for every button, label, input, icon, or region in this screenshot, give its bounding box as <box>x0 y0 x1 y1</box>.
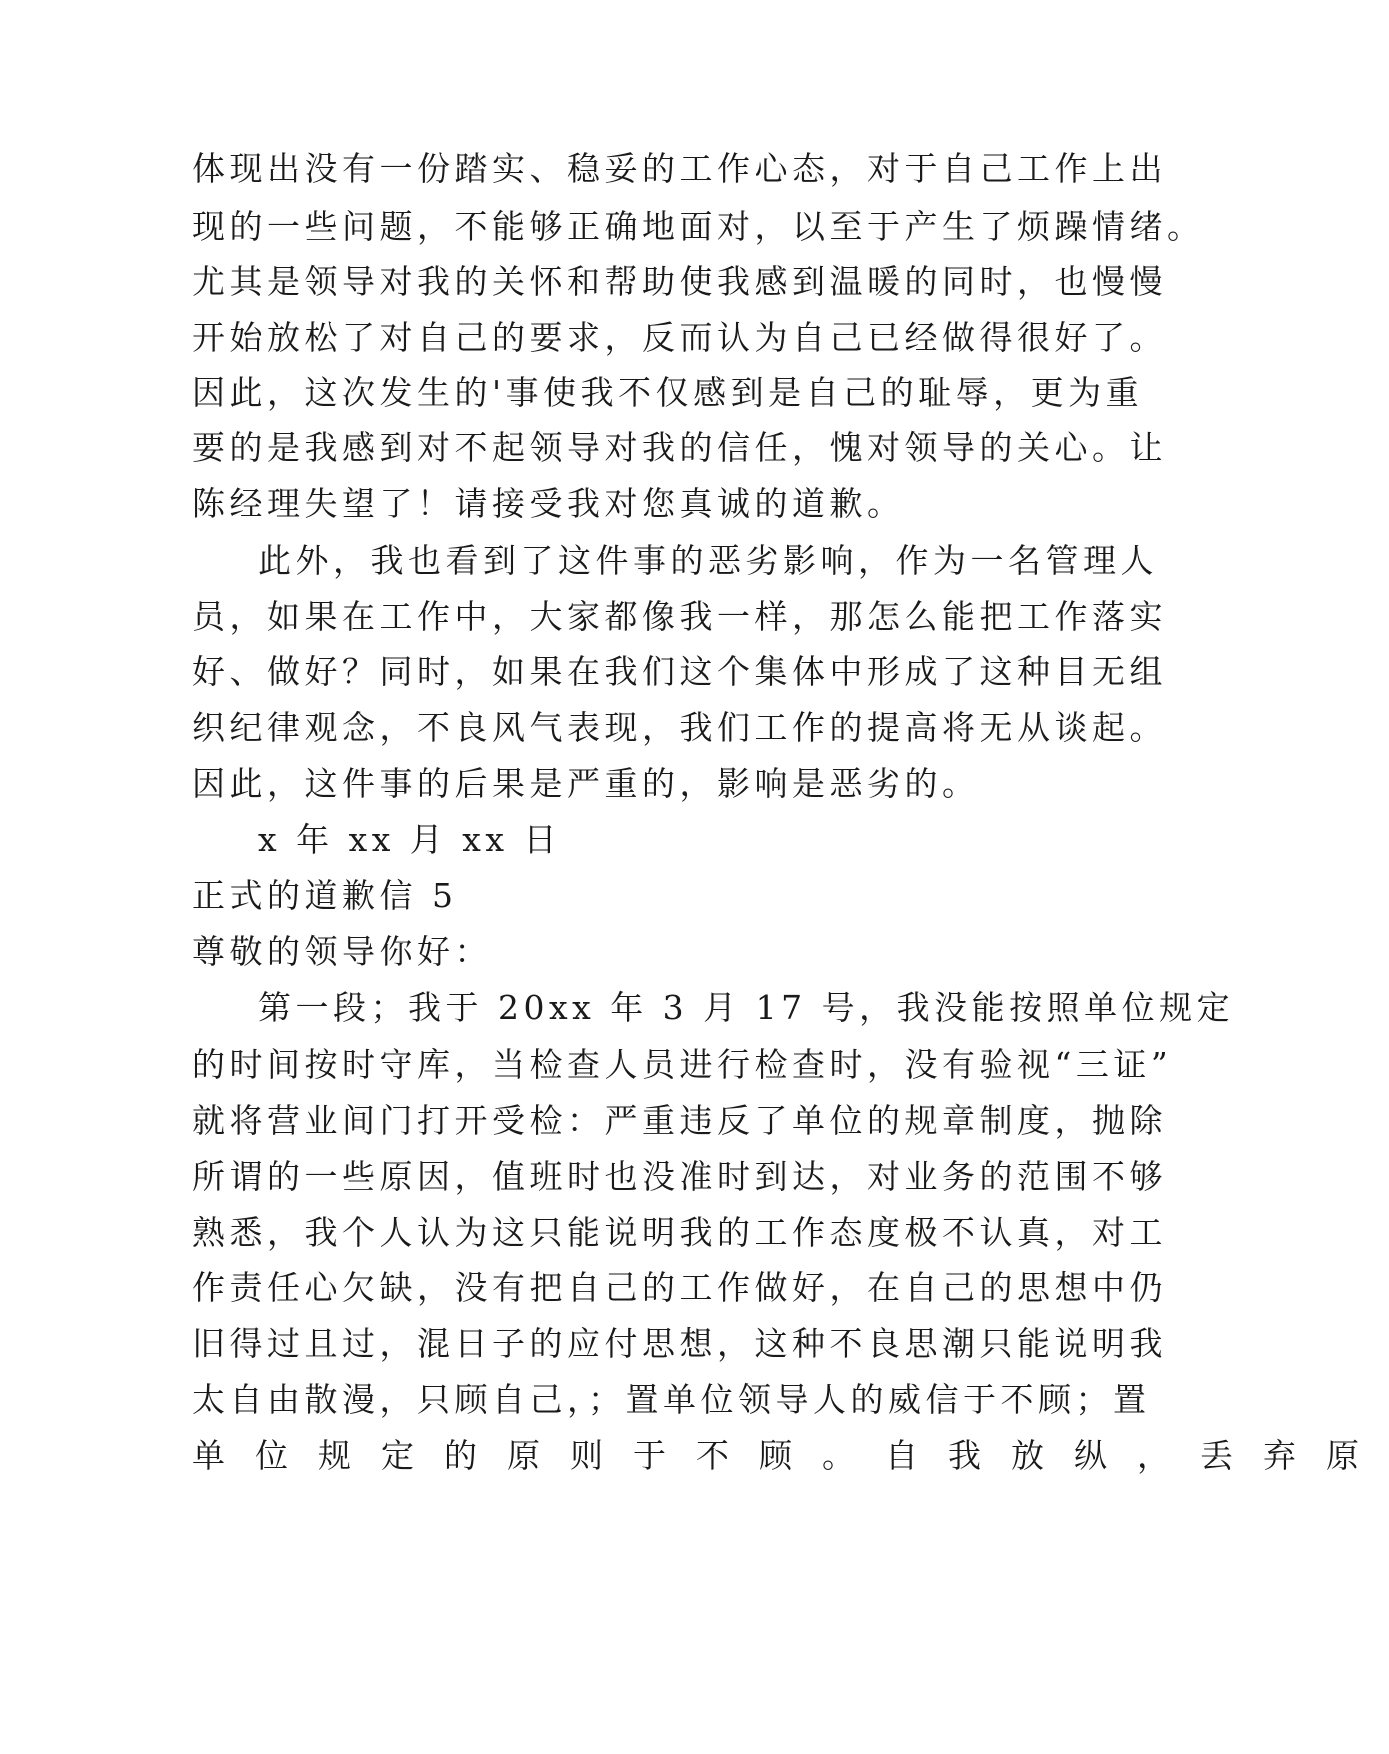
date-line: x 年 xx 月 xx 日 <box>258 820 562 859</box>
body-text-line: 单位规定的原则于不顾。自我放纵，丢弃原 <box>192 1436 1389 1475</box>
body-text-line: 织纪律观念，不良风气表现，我们工作的提高将无从谈起。 <box>192 708 1167 747</box>
body-text-line: 好、做好？同时，如果在我们这个集体中形成了这种目无组 <box>192 652 1167 691</box>
body-text-line: 员，如果在工作中，大家都像我一样，那怎么能把工作落实 <box>192 597 1167 636</box>
body-text-line: 因此，这次发生的'事使我不仅感到是自己的耻辱，更为重 <box>192 373 1144 412</box>
body-text-line: 体现出没有一份踏实、稳妥的工作心态，对于自己工作上出 <box>192 149 1167 188</box>
paragraph-first-line: 此外，我也看到了这件事的恶劣影响，作为一名管理人 <box>258 541 1158 580</box>
body-text-line: 旧得过且过，混日子的应付思想，这种不良思潮只能说明我 <box>192 1324 1167 1363</box>
body-text-line: 要的是我感到对不起领导对我的信任，愧对领导的关心。让 <box>192 428 1167 467</box>
body-text-line: 现的一些问题，不能够正确地面对，以至于产生了烦躁情绪。 <box>192 207 1205 246</box>
body-text-line: 太自由散漫，只顾自己，；置单位领导人的威信于不顾；置 <box>192 1380 1151 1419</box>
salutation: 尊敬的领导你好： <box>192 932 492 971</box>
body-text-line: 作责任心欠缺，没有把自己的工作做好，在自己的思想中仍 <box>192 1268 1167 1307</box>
body-text-line: 开始放松了对自己的要求，反而认为自己已经做得很好了。 <box>192 318 1167 357</box>
body-text-line: 的时间按时守库，当检查人员进行检查时，没有验视“三证” <box>192 1045 1173 1084</box>
body-text-line: 所谓的一些原因，值班时也没准时到达，对业务的范围不够 <box>192 1157 1167 1196</box>
paragraph-first-line: 第一段；我于 20xx 年 3 月 17 号，我没能按照单位规定 <box>258 988 1235 1027</box>
body-text-line: 尤其是领导对我的关怀和帮助使我感到温暖的同时，也慢慢 <box>192 262 1167 301</box>
section-heading: 正式的道歉信 5 <box>192 876 458 915</box>
body-text-line: 熟悉，我个人认为这只能说明我的工作态度极不认真，对工 <box>192 1213 1167 1252</box>
body-text-line: 因此，这件事的后果是严重的，影响是恶劣的。 <box>192 764 980 803</box>
body-text-line: 就将营业间门打开受检：严重违反了单位的规章制度，抛除 <box>192 1101 1167 1140</box>
body-text-line: 陈经理失望了！请接受我对您真诚的道歉。 <box>192 484 905 523</box>
